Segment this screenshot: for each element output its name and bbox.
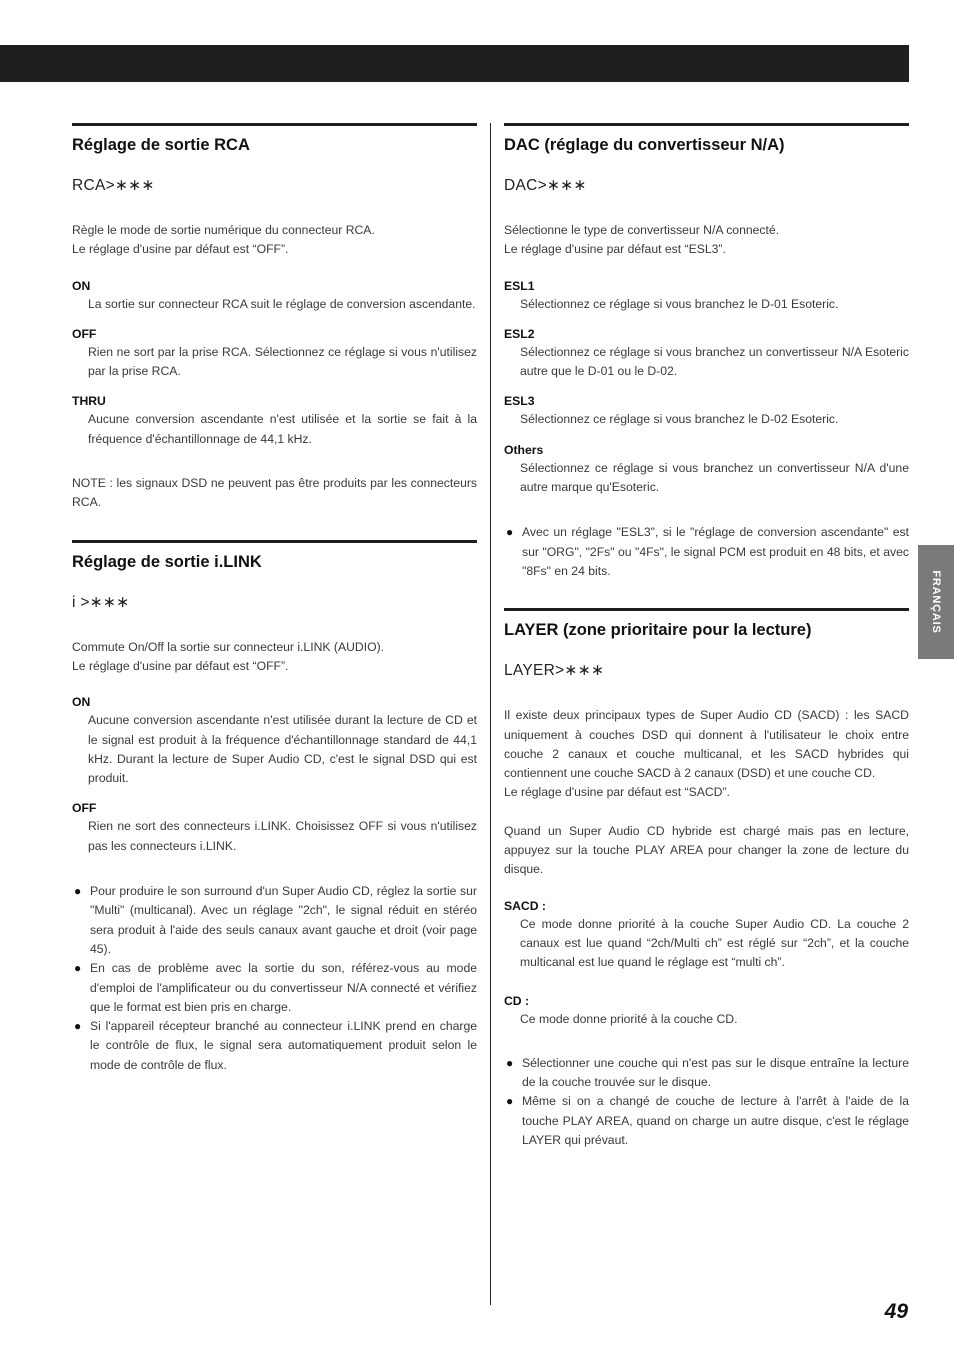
option-desc: La sortie sur connecteur RCA suit le réglage de conversion ascendante. bbox=[88, 296, 476, 311]
option-desc: Sélectionnez ce réglage si vous branchez un convertisseur N/A Esoteric autre que le D-01 ou le D-02. bbox=[520, 344, 909, 379]
option-desc: Sélectionnez ce réglage si vous branchez un convertisseur N/A d'une autre marque qu'Esoteric. bbox=[520, 460, 909, 495]
note-text: NOTE : les signaux DSD ne peuvent pas être produits par les connecteurs RCA. bbox=[72, 476, 477, 510]
option-desc: Aucune conversion ascendante n'est utilisée et la sortie se fait à la fréquence d'échantillonnage de 44,1 kHz. bbox=[88, 412, 477, 446]
option-term: OFF bbox=[72, 326, 97, 341]
intro-text: Sélectionne le type de convertisseur N/A connecté. Le réglage d'usine par défaut est “ESL3”. bbox=[504, 223, 780, 257]
bullet-list bbox=[72, 882, 477, 1075]
display-code: RCA>∗∗∗ bbox=[72, 177, 155, 194]
section-layer bbox=[504, 608, 909, 1150]
bullet-list bbox=[504, 1054, 909, 1150]
option-term: ESL3 bbox=[504, 394, 535, 409]
bullet-item: ● En cas de problème avec la sortie du son, référez-vous au mode d'emploi de l'amplificateur ou du convertisseur N/A connecté et vérifiez que le format est bien pris en charge. bbox=[74, 961, 477, 1014]
bullet-icon: ● bbox=[74, 884, 82, 899]
option-desc: Ce mode donne priorité à la couche CD. bbox=[520, 1011, 738, 1026]
language-tab-label: FRANÇAIS bbox=[930, 570, 942, 634]
display-code: DAC>∗∗∗ bbox=[504, 177, 587, 194]
option-desc: Sélectionnez ce réglage si vous branchez le D-02 Esoteric. bbox=[520, 412, 839, 427]
option-term: ON bbox=[72, 695, 91, 710]
bullet-icon: ● bbox=[506, 1055, 514, 1070]
section-rca bbox=[72, 123, 477, 513]
bullet-icon: ● bbox=[74, 961, 82, 976]
bullet-icon: ● bbox=[506, 1094, 514, 1109]
intro-text: Règle le mode de sortie numérique du connecteur RCA. Le réglage d'usine par défaut est “OFF”. bbox=[72, 223, 375, 257]
section-title: Réglage de sortie i.LINK bbox=[72, 552, 262, 571]
option-desc: Rien ne sort par la prise RCA. Sélectionnez ce réglage si vous n'utilisez par la prise RCA. bbox=[88, 344, 477, 379]
bullet-item: ● Avec un réglage "ESL3", si le "réglage de conversion ascendante" est sur "ORG", "2Fs" ou "4Fs", le signal PCM est produit en 48 bits, et avec "8Fs" en 24 bits. bbox=[506, 525, 909, 578]
bullet-item: ● Pour produire le son surround d'un Super Audio CD, réglez la sortie sur "Multi" (multicanal). Avec un réglage "2ch", le signal réduit en stéréo sera produit à l'aide des seuls canaux avant gauche et droit (voir page 45). bbox=[74, 884, 477, 956]
display-code: LAYER>∗∗∗ bbox=[504, 662, 605, 680]
right-column bbox=[504, 123, 909, 1150]
bullet-item: ● Si l'appareil récepteur branché au connecteur i.LINK prend en charge le contrôle de flux, le signal sera automatiquement produit selon le mode de contrôle de flux. bbox=[74, 1019, 477, 1072]
section-ilink bbox=[72, 540, 477, 1075]
intro-text-2: Quand un Super Audio CD hybride est chargé mais pas en lecture, appuyez sur la touche PLAY AREA pour changer la zone de lecture du disque. bbox=[504, 823, 909, 877]
section-title: LAYER (zone prioritaire pour la lecture) bbox=[504, 621, 812, 640]
left-column bbox=[72, 123, 477, 1075]
bullet-item: ● Sélectionner une couche qui n'est pas sur le disque entraîne la lecture de la couche trouvée sur le disque. bbox=[506, 1055, 909, 1090]
option-term: ESL2 bbox=[504, 326, 535, 341]
bullet-item: ● Même si on a changé de couche de lecture à l'arrêt à l'aide de la touche PLAY AREA, quand on charge un autre disque, c'est le réglage LAYER qui prévaut. bbox=[506, 1094, 909, 1148]
section-dac bbox=[504, 123, 909, 581]
option-term: Others bbox=[504, 442, 544, 457]
intro-text: Il existe deux principaux types de Super Audio CD (SACD) : les SACD uniquement à couches DSD qui donnent à l'utilisateur le choix entre couche 2 canaux et couche multicanal, et les SACD hybrides qui contiennent une couche SACD à 2 canaux (DSD) et une couche CD. Le réglage d'usine par défaut est “SACD”. bbox=[504, 708, 909, 800]
intro-text: Commute On/Off la sortie sur connecteur i.LINK (AUDIO). Le réglage d'usine par défaut est “OFF”. bbox=[72, 639, 385, 673]
bullet-icon: ● bbox=[74, 1019, 82, 1034]
option-term: ON bbox=[72, 278, 91, 293]
language-tab bbox=[918, 545, 954, 659]
option-term: ESL1 bbox=[504, 278, 535, 293]
display-code: i >∗∗∗ bbox=[72, 593, 130, 611]
option-desc: Sélectionnez ce réglage si vous branchez le D-01 Esoteric. bbox=[520, 296, 839, 311]
section-title: DAC (réglage du convertisseur N/A) bbox=[504, 136, 785, 154]
section-title: Réglage de sortie RCA bbox=[72, 136, 250, 154]
option-desc: Rien ne sort des connecteurs i.LINK. Choisissez OFF si vous n'utilisez pas les connecteurs i.LINK. bbox=[88, 819, 477, 853]
option-term: THRU bbox=[72, 394, 106, 409]
bullet-icon: ● bbox=[506, 525, 514, 540]
option-desc: Aucune conversion ascendante n'est utilisée durant la lecture de CD et le signal est produit à la fréquence d'échantillonnage standard de 44,1 kHz. Durant la lecture de Super Audio CD, c'est le signal DSD qui est produit. bbox=[88, 713, 477, 786]
header-bar bbox=[0, 45, 909, 82]
page-number: 49 bbox=[884, 1300, 908, 1323]
option-term: CD : bbox=[504, 993, 530, 1008]
column-divider bbox=[490, 123, 491, 1305]
option-desc: Ce mode donne priorité à la couche Super Audio CD. La couche 2 canaux est lue quand “2ch/Multi ch” est réglé sur “2ch”, et la couche multicanal est lue quand le réglage est “multi ch”. bbox=[520, 916, 909, 970]
option-term: OFF bbox=[72, 801, 97, 816]
option-term: SACD : bbox=[504, 898, 546, 913]
bullet-list bbox=[504, 523, 909, 581]
